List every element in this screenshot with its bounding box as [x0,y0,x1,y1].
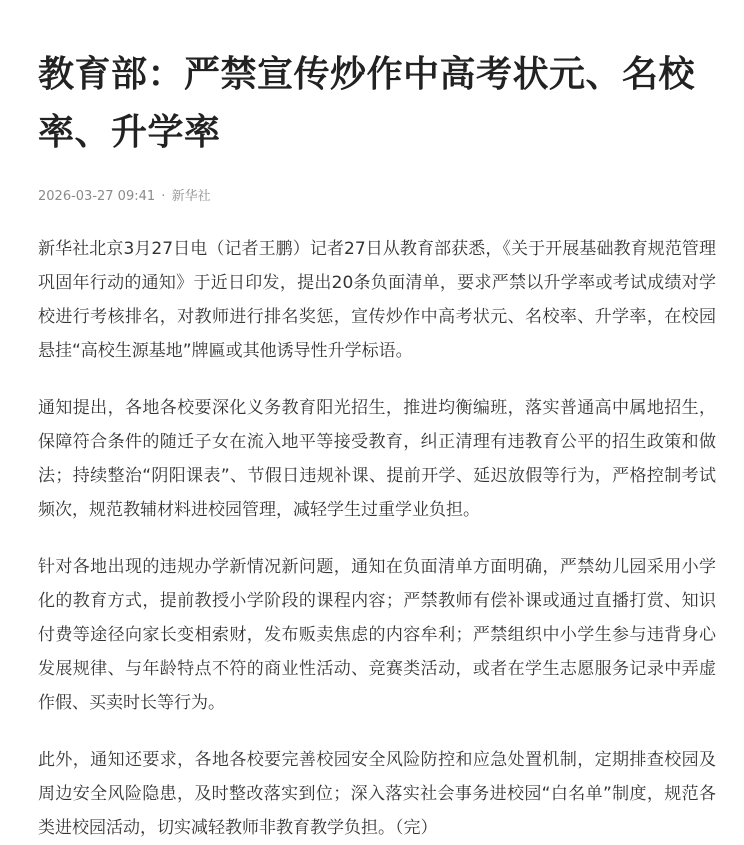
article-paragraph: 通知提出，各地各校要深化义务教育阳光招生，推进均衡编班，落实普通高中属地招生，保障符合条件的随迁子女在流入地平等接受教育，纠正清理有违教育公平的招生政策和做法；持续整治“阴阳课表”、节假日违规补课、提前开学、延迟放假等行为，严格控制考试频次，规范教辅材料进校园管理，减轻学生过重学业负担。 [38,398,716,520]
article-body [38,232,716,845]
article-paragraph: 新华社北京3月27日电（记者王鹏）记者27日从教育部获悉，《关于开展基础教育规范管理巩固年行动的通知》于近日印发，提出20条负面清单，要求严禁以升学率或考试成绩对学校进行考核排名，对教师进行排名奖惩，宣传炒作中高考状元、名校率、升学率，在校园悬挂“高校生源基地”牌匾或其他诱导性升学标语。 [38,239,716,361]
article-paragraph: 针对各地出现的违规办学新情况新问题，通知在负面清单方面明确，严禁幼儿园采用小学化的教育方式，提前教授小学阶段的课程内容；严禁教师有偿补课或通过直播打赏、知识付费等途径向家长变相索财，发布贩卖焦虑的内容牟利；严禁组织中小学生参与违背身心发展规律、与年龄特点不符的商业性活动、竞赛类活动，或者在学生志愿服务记录中弄虚作假、买卖时长等行为。 [38,557,716,713]
article-title: 教育部：严禁宣传炒作中高考状元、名校率、升学率 [38,54,696,153]
article-meta [38,188,716,206]
article-source[interactable]: 新华社 [171,189,211,204]
meta-separator: · [161,189,166,204]
publish-datetime: 2026-03-27 09:41 [38,189,156,204]
article-paragraph: 此外，通知还要求，各地各校要完善校园安全风险防控和应急处置机制，定期排查校园及周边安全风险隐患，及时整改落实到位；深入落实社会事务进校园“白名单”制度，规范各类进校园活动，切实减轻教师非教育教学负担。（完） [38,750,716,838]
